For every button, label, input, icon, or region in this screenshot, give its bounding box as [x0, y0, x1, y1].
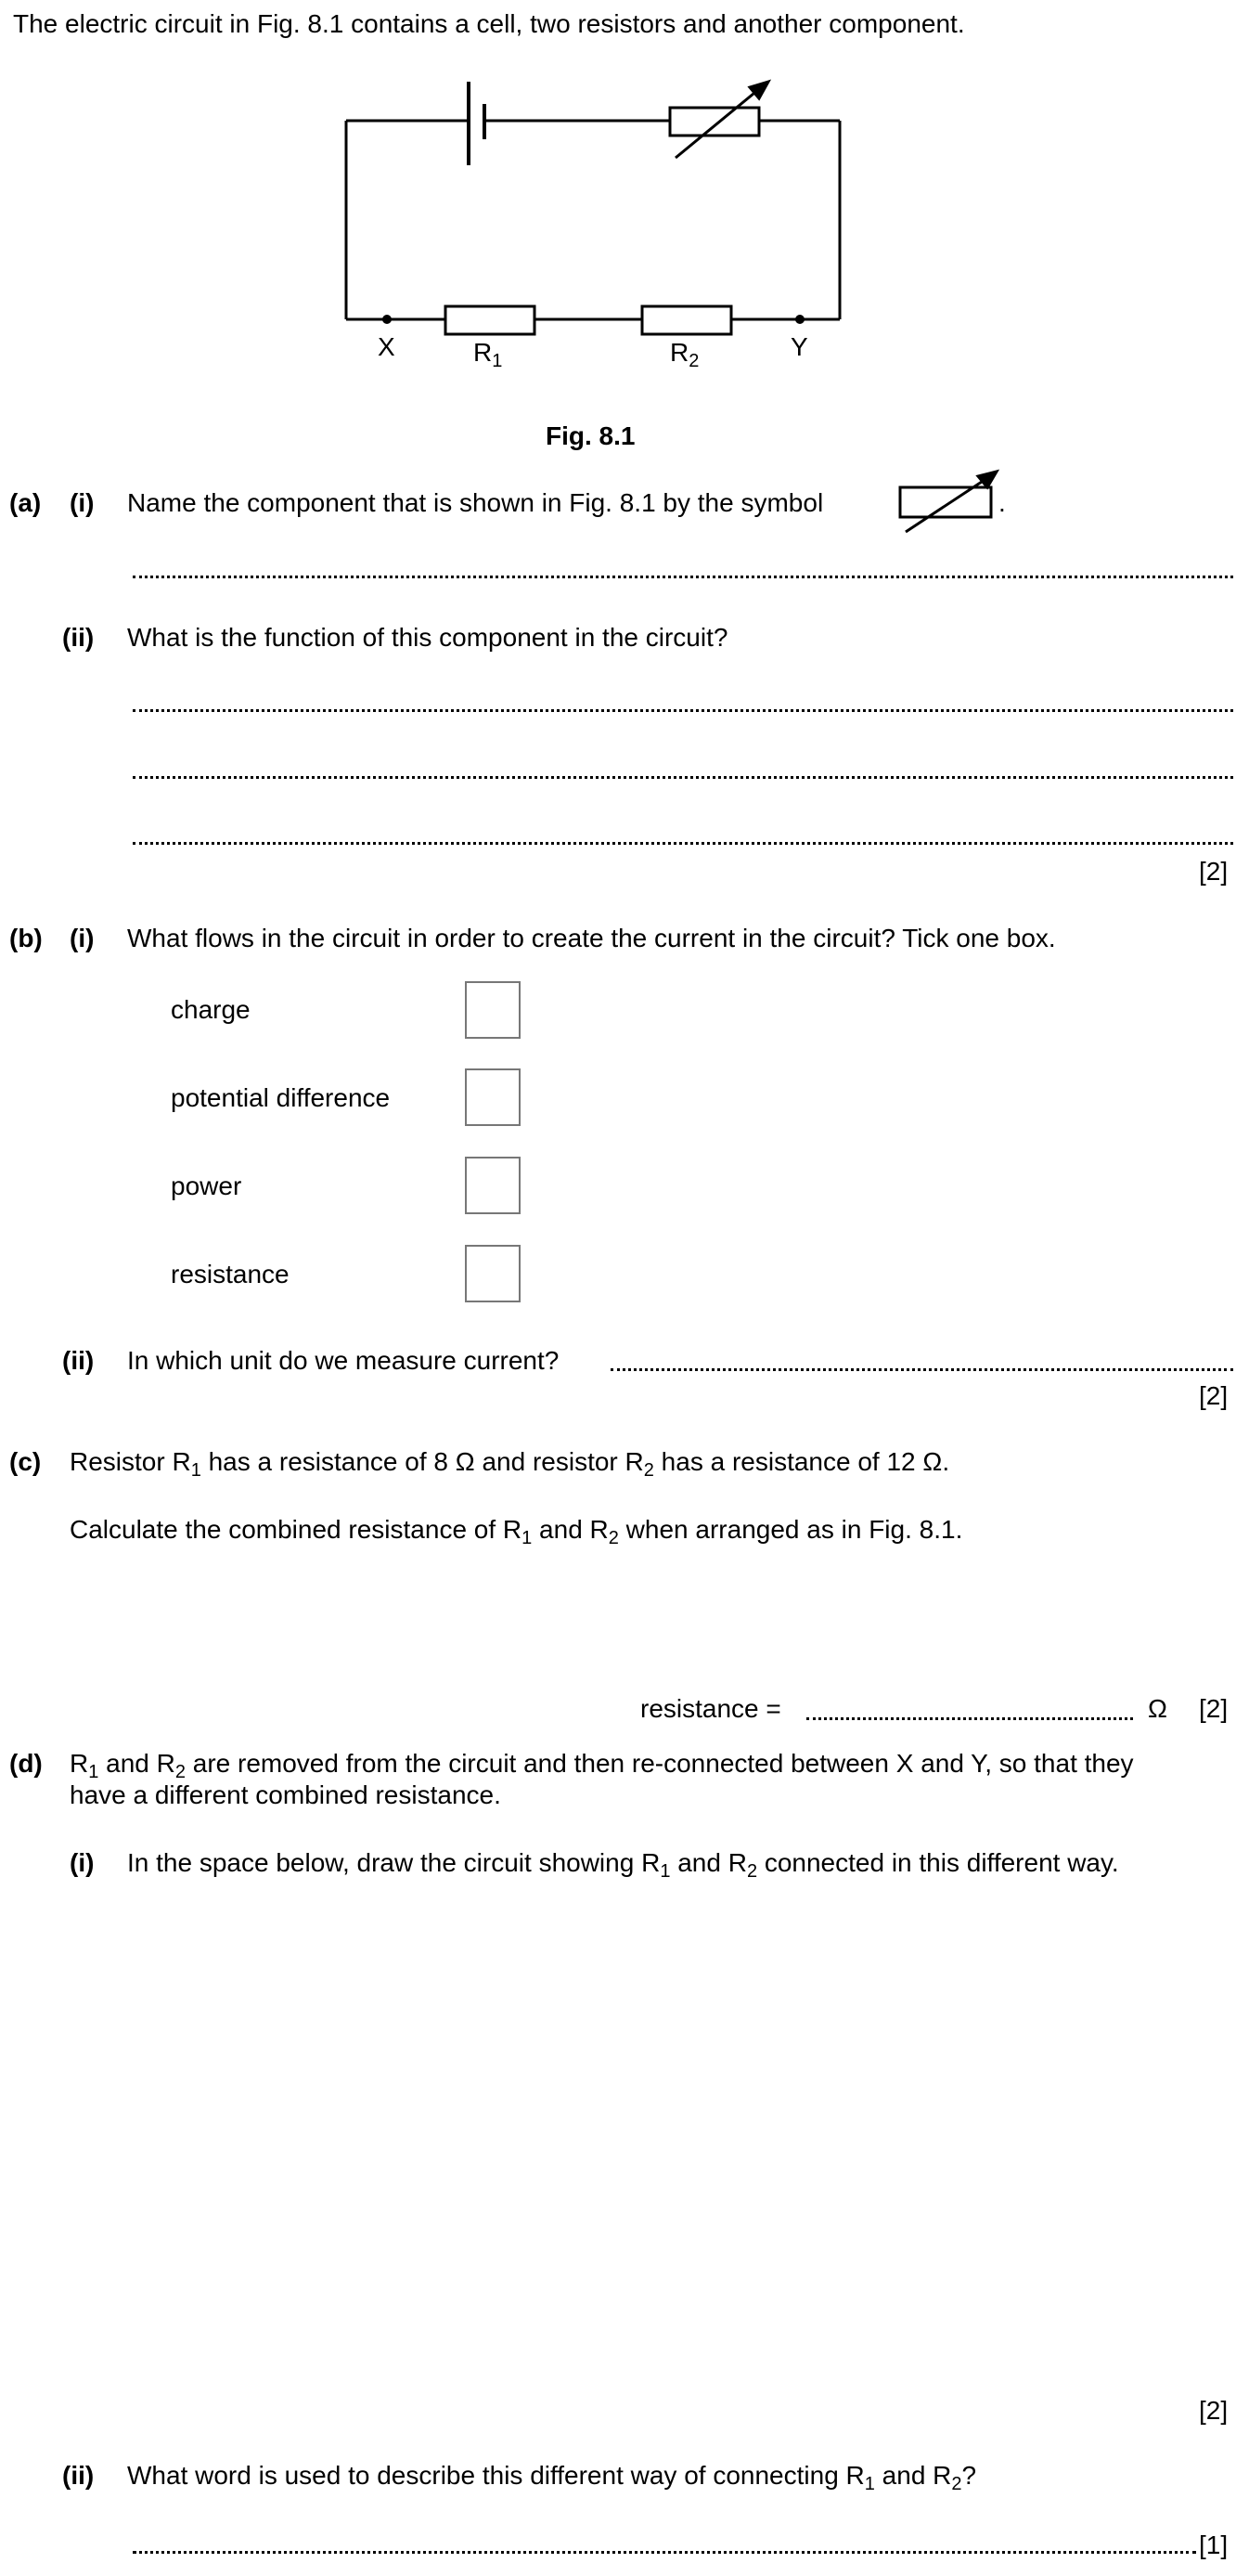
answer-line-b-ii[interactable] — [611, 1368, 1233, 1371]
label-r1: $R_1$ — [473, 338, 503, 371]
resistance-answer-label: resistance = — [640, 1694, 781, 1723]
resistor-icon — [642, 306, 731, 334]
answer-line-a-i[interactable] — [133, 576, 1233, 578]
answer-line-a-ii-2[interactable] — [133, 776, 1233, 779]
cell-icon — [469, 82, 484, 165]
junction-x — [382, 315, 392, 324]
part-d-i-marks: [2] — [1199, 2396, 1229, 2425]
answer-line-d-ii[interactable] — [133, 2551, 1196, 2554]
answer-line-a-ii-1[interactable] — [133, 709, 1233, 712]
part-d-ii-marks: [1] — [1199, 2531, 1229, 2559]
part-d-statement-2: have a different combined resistance. — [70, 1780, 501, 1809]
label-y: Y — [791, 332, 808, 361]
part-a-i-num: (i) — [70, 488, 95, 517]
part-b-i-num: (i) — [70, 924, 95, 952]
option-label: resistance — [171, 1260, 290, 1288]
part-b-marks: [2] — [1199, 1381, 1229, 1410]
tick-box-resistance[interactable] — [465, 1245, 521, 1302]
part-b-ii-num: (ii) — [62, 1346, 95, 1375]
junction-y — [795, 315, 805, 324]
answer-line-c[interactable] — [806, 1717, 1133, 1720]
label-x: X — [378, 332, 395, 361]
figure-caption: Fig. 8.1 — [546, 421, 636, 450]
tick-box-potential-difference[interactable] — [465, 1068, 521, 1126]
tick-box-charge[interactable] — [465, 981, 521, 1039]
part-a-ii-num: (ii) — [62, 623, 95, 652]
part-d-i-num: (i) — [70, 1848, 95, 1877]
part-b-label: (b) — [9, 924, 43, 952]
intro-text: The electric circuit in Fig. 8.1 contains a cell, two resistors and another component. — [13, 9, 965, 38]
part-d-ii-question: What word is used to describe this different way of connecting $R_1$ and $R_2$? — [127, 2461, 977, 2494]
resistance-unit: Ω — [1148, 1694, 1167, 1723]
part-d-ii-num: (ii) — [62, 2461, 95, 2490]
tick-box-power[interactable] — [465, 1157, 521, 1214]
part-b-ii-question: In which unit do we measure current? — [127, 1346, 560, 1375]
part-c-marks: [2] — [1199, 1694, 1229, 1723]
variable-resistor-icon — [670, 82, 768, 158]
part-b-i-question: What flows in the circuit in order to create the current in the circuit? Tick one box. — [127, 924, 1056, 952]
part-a-ii-question: What is the function of this component in the circuit? — [127, 623, 728, 652]
option-label: power — [171, 1171, 242, 1200]
part-c-question: Calculate the combined resistance of $R_1$ and $R_2$ when arranged as in Fig. 8.1. — [70, 1515, 963, 1548]
part-a-i-period: . — [998, 488, 1006, 517]
option-label: charge — [171, 995, 251, 1024]
drawing-space[interactable] — [127, 1903, 1231, 2367]
resistor-icon — [445, 306, 534, 334]
part-c-label: (c) — [9, 1447, 42, 1476]
part-a-i-question: Name the component that is shown in Fig. 8.1 by the symbol — [127, 488, 824, 517]
part-a-label: (a) — [9, 488, 42, 517]
part-d-i-question: In the space below, draw the circuit showing $R_1$ and $R_2$ connected in this different way. — [127, 1848, 1119, 1882]
part-a-marks: [2] — [1199, 857, 1229, 886]
variable-resistor-icon — [898, 469, 1010, 534]
answer-line-a-ii-3[interactable] — [133, 842, 1233, 845]
part-d-label: (d) — [9, 1749, 43, 1778]
part-c-statement: Resistor $R_1$ has a resistance of 8 Ω and resistor $R_2$ has a resistance of 12 Ω. — [70, 1447, 950, 1481]
part-d-statement-1: $R_1$ and $R_2$ are removed from the circuit and then re-connected between X and Y, so that they — [70, 1749, 1134, 1782]
circuit-diagram — [0, 0, 1249, 390]
option-label: potential difference — [171, 1083, 391, 1112]
label-r2: $R_2$ — [670, 338, 700, 371]
